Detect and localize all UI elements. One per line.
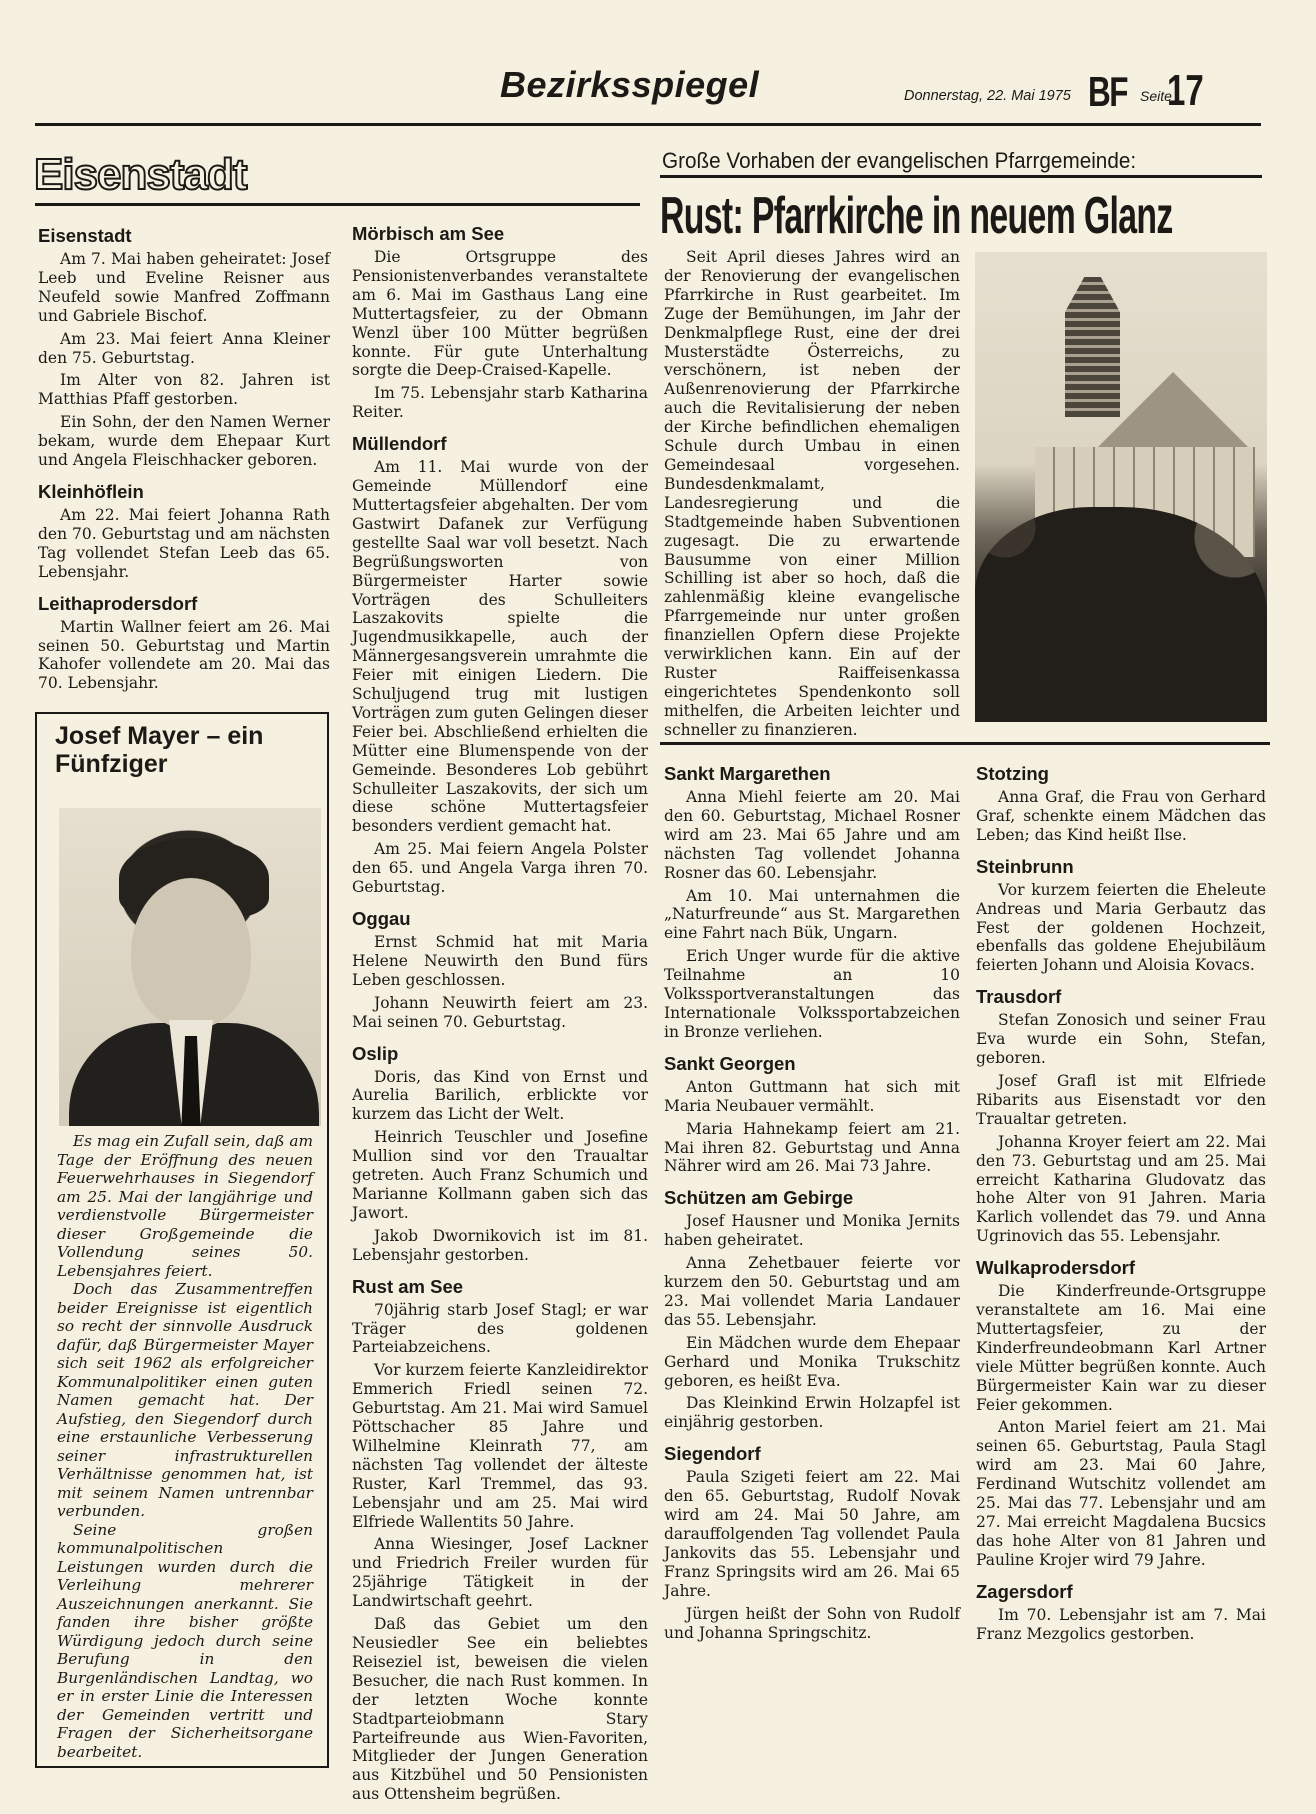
news-item: Heinrich Teuschler und Josefine Mullion sind vor den Traualtar getreten. Auch Franz Schumich und Marianne Kollmann gaben sich das Jawort. bbox=[352, 1128, 648, 1222]
newspaper-logo: BF bbox=[1088, 68, 1127, 115]
place-heading: Leithaprodersdorf bbox=[38, 592, 198, 614]
news-item: Stefan Zonosich und seiner Frau Eva wurde ein Sohn, Stefan, geboren. bbox=[976, 1011, 1266, 1068]
place-heading: Siegendorf bbox=[664, 1443, 761, 1465]
news-item: Am 10. Mai unternahmen die „Naturfreunde“ aus St. Margarethen eine Fahrt nach Bük, Ungarn. bbox=[664, 886, 960, 943]
news-item: Josef Grafl ist mit Elfriede Ribarits aus Eisenstadt vor den Traualtar getreten. bbox=[976, 1071, 1266, 1128]
news-item: Jakob Dwornikovich ist im 81. Lebensjahr gestorben. bbox=[352, 1226, 648, 1264]
feature-text bbox=[57, 1132, 313, 1761]
church-photo bbox=[975, 252, 1267, 722]
news-item: Das Kleinkind Erwin Holzapfel ist einjährig gestorben. bbox=[664, 1394, 960, 1432]
news-item: Ernst Schmid hat mit Maria Helene Neuwirth den Bund fürs Leben geschlossen. bbox=[352, 933, 648, 989]
portrait-photo bbox=[59, 808, 321, 1126]
news-item: Anna Graf, die Frau von Gerhard Graf, schenkte einem Mädchen das Leben; das Kind heißt Ilse. bbox=[976, 788, 1266, 844]
place-heading: Müllendorf bbox=[352, 433, 447, 455]
place-heading: Stotzing bbox=[976, 763, 1049, 784]
feature-paragraph: Es mag ein Zufall sein, daß am Tage der Eröffnung des neuen Feuerwehrhauses in Siegendorf am 25. Mai der langjährige und verdienstvolle Bürgermeister dieser Großgemeinde die Vollendung seines 50. Lebensjahres feiert. bbox=[57, 1132, 313, 1280]
news-item: Ein Mädchen wurde dem Ehepaar Gerhard und Monika Trukschitz geboren, es heißt Eva. bbox=[664, 1333, 960, 1390]
news-item: Doris, das Kind von Ernst und Aurelia Barilich, erblickte vor kurzem das Licht der Welt. bbox=[352, 1067, 648, 1124]
news-item: Paula Szigeti feiert am 22. Mai den 65. Geburtstag, Rudolf Novak wird am 24. Mai 50 Jahre, am darauffolgenden Tag vollendet Paula Jankovits das 55. Lebensjahr und Franz Springsits wird am 26. Mai 65 Jahre. bbox=[664, 1468, 960, 1600]
article-bottom-rule bbox=[660, 742, 1270, 745]
news-item: Josef Hausner und Monika Jernits haben geheiratet. bbox=[664, 1212, 960, 1250]
news-item: Die Kinderfreunde-Ortsgruppe veranstaltete am 16. Mai eine Muttertagsfeier, zu der Kinderfreundeobmann Karl Artner viele Mütter begrüßen konnte. Auch Bürgermeister Kain war zu dieser Feier gekommen. bbox=[976, 1282, 1266, 1414]
news-item: Johanna Kroyer feiert am 22. Mai den 73. Geburtstag und am 25. Mai erreicht Katharina Gludovatz das hohe Alter von 91 Jahren. Maria Karlich vollendet das 79. und Anna Ugrinovich das 55. Lebensjahr. bbox=[976, 1132, 1266, 1246]
place-heading: Schützen am Gebirge bbox=[664, 1187, 854, 1209]
section-title: Eisenstadt bbox=[34, 150, 247, 199]
news-item: Johann Neuwirth feiert am 23. Mai seinen 70. Geburtstag. bbox=[352, 993, 648, 1031]
lead-article-paragraph: Seit April dieses Jahres wird an der Renovierung der evangelischen Pfarrkirche in Rust gearbeitet. Im Zuge der Bemühungen, im Jahr der Denkmalpflege Rust, eine der drei Musterstädte Österreichs, zu verschönern, ist neben der Außenrenovierung der Pfarrkirche auch die Revitalisierung der neben der Kirche befindlichen ehemaligen Schule durch Umbau in einen Gemeindesaal vorgesehen. Bundesdenkmalamt, Landesregierung und die Stadtgemeinde haben Subventionen zugesagt. Die zu erwartende Bausumme von einer Million Schilling ist aber so hoch, daß die zahlenmäßig kleine evangelische Pfarrgemeinde nur unter großen finanziellen Opfern diese Projekte verwirklichen kann. Ein auf der Ruster Raiffeisenkassa eingerichtetes Spendenkonto soll mithelfen, die Arbeiten leichter und schneller zu finanzieren. bbox=[664, 248, 960, 739]
place-heading: Sankt Georgen bbox=[664, 1052, 796, 1074]
article-headline: Rust: Pfarrkirche in neuem Glanz bbox=[660, 187, 1173, 245]
masthead-rule bbox=[35, 123, 1261, 126]
page-header-title: Bezirksspiegel bbox=[500, 64, 760, 105]
column-4 bbox=[976, 756, 1266, 1654]
place-heading: Trausdorf bbox=[976, 986, 1062, 1008]
news-item: Anton Mariel feiert am 21. Mai seinen 65. Geburtstag, Paula Stagl wird am 23. Mai 60 Jahre, Ferdinand Wutschitz vollendet am 25. Mai das 77. Lebensjahr und am 27. Mai erreicht Magdalena Bucsics das hohe Alter von 81 Jahren und Pauline Krojer wird 79 Jahre. bbox=[976, 1418, 1266, 1569]
news-item: Vor kurzem feierten die Eheleute Andreas und Maria Gerbautz das Fest der goldenen Hochzeit, ebenfalls das goldene Ehejubiläum feierten Johann und Aloisia Kovacs. bbox=[976, 880, 1266, 975]
lead-article-body bbox=[664, 248, 960, 744]
news-item: Maria Hahnekamp feiert am 21. Mai ihren 82. Geburtstag und Anna Nährer wird am 26. Mai 73 Jahre. bbox=[664, 1119, 960, 1176]
issue-date: Donnerstag, 22. Mai 1975 bbox=[904, 88, 1071, 104]
column-1 bbox=[38, 218, 330, 703]
news-item: Jürgen heißt der Sohn von Rudolf und Johanna Springschitz. bbox=[664, 1604, 960, 1642]
news-item: Im Alter von 82. Jahren ist Matthias Pfaff gestorben. bbox=[38, 371, 330, 409]
news-item: Erich Unger wurde für die aktive Teilnahme an 10 Volkssportveranstaltungen das Internationale Volkssportabzeichen in Bronze verliehen. bbox=[664, 947, 960, 1041]
feature-paragraph: Doch das Zusammentreffen beider Ereignisse ist eigentlich so recht der sinnvolle Ausdruck dafür, daß Bürgermeister Mayer sich seit 1962 als erfolgreicher Kommunalpolitiker einen guten Namen gemacht hat. Der Aufstieg, den Siegendorf durch eine erstaunliche Verbesserung seiner infrastrukturellen Verhältnisse genommen hat, ist mit seinem Namen untrennbar verbunden. bbox=[57, 1280, 313, 1520]
place-heading: Oslip bbox=[352, 1042, 399, 1064]
place-heading: Wulkaprodersdorf bbox=[976, 1257, 1135, 1279]
news-item: Anna Miehl feierte am 20. Mai den 60. Geburtstag, Michael Rosner wird am 23. Mai 65 Jahre und am nächsten Tag vollendet Johanna Rosner das 60. Lebensjahr. bbox=[664, 788, 960, 882]
feature-box bbox=[35, 712, 329, 1768]
news-item: Am 25. Mai feiern Angela Polster den 65. und Angela Varga ihren 70. Geburtstag. bbox=[352, 840, 648, 897]
news-item: Ein Sohn, der den Namen Werner bekam, wurde dem Ehepaar Kurt und Angela Fleischhacker geboren. bbox=[38, 413, 330, 470]
news-item: Am 7. Mai haben geheiratet: Josef Leeb und Eveline Reisner aus Neufeld sowie Manfred Zoffmann und Gabriele Bischof. bbox=[38, 250, 330, 325]
news-item: Im 70. Lebensjahr ist am 7. Mai Franz Mezgolics gestorben. bbox=[976, 1605, 1266, 1643]
column-2 bbox=[352, 216, 648, 1814]
place-heading: Steinbrunn bbox=[976, 855, 1074, 877]
article-kicker: Große Vorhaben der evangelischen Pfarrgemeinde: bbox=[662, 148, 1137, 173]
page-number: 17 bbox=[1167, 66, 1204, 115]
news-item: Anton Guttmann hat sich mit Maria Neubauer vermählt. bbox=[664, 1077, 960, 1115]
column-3 bbox=[664, 756, 960, 1652]
news-item: Am 22. Mai feiert Johanna Rath den 70. Geburtstag und am nächsten Tag vollendet Stefan Leeb das 65. Lebensjahr. bbox=[38, 505, 330, 581]
news-item: Anna Zehetbauer feierte vor kurzem den 50. Geburtstag und am 23. Mai vollendet Maria Landauer das 55. Lebensjahr. bbox=[664, 1254, 960, 1329]
place-heading: Zagersdorf bbox=[976, 1580, 1073, 1602]
feature-paragraph: Seine großen kommunalpolitischen Leistungen wurden durch die Verleihung mehrerer Auszeichnungen anerkannt. Sie fanden ihre bisher größte Würdigung jedoch durch seine Berufung in den Burgenländischen Landtag, wo er in erster Linie die Interessen der Gemeinden vertritt und Fragen der Sicherheitsorgane bearbeitet. bbox=[57, 1520, 313, 1761]
place-heading: Rust am See bbox=[352, 1275, 464, 1297]
feature-title: Josef Mayer – ein Fünfziger bbox=[55, 722, 264, 778]
news-item: Am 11. Mai wurde von der Gemeinde Müllendorf eine Muttertagsfeier abgehalten. Der vom Gastwirt Dafanek zur Verfügung gestellte Saal war voll besetzt. Nach Begrüßungsworten von Bürgermeister Harter sowie Vorträgen des Schulleiters Laszakovits spielte die Jugendmusikkapelle, auch der Männergesangsverein umrahmte die Feier mit einigen Liedern. Die Schuljugend trug mit lustigen Vorträgen zum guten Gelingen dieser Feier bei. Abschließend erhielten die Mütter eine Blumenspende von der Gemeinde. Besonderes Lob gebührt Schulleiter Laszakovits, der sich um diese schöne Muttertagsfeier besonders verdient gemacht hat. bbox=[352, 458, 648, 836]
news-item: Die Ortsgruppe des Pensionistenverbandes veranstaltete am 6. Mai im Gasthaus Lang eine Muttertagsfeier, zu der Obmann Wenzl über 100 Mütter begrüßen konnte. Für gute Unterhaltung sorgte die Deep-Craised-Kapelle. bbox=[352, 248, 648, 380]
section-rule bbox=[35, 203, 640, 206]
place-heading: Oggau bbox=[352, 908, 411, 929]
place-heading: Eisenstadt bbox=[38, 225, 132, 246]
news-item: 70jährig starb Josef Stagl; er war Träger des goldenen Parteiabzeichens. bbox=[352, 1300, 648, 1357]
news-item: Anna Wiesinger, Josef Lackner und Friedrich Freiler wurden für 25jährige Tätigkeit in der Landwirtschaft geehrt. bbox=[352, 1535, 648, 1611]
place-heading: Kleinhöflein bbox=[38, 480, 144, 502]
news-item: Vor kurzem feierte Kanzleidirektor Emmerich Friedl seinen 72. Geburtstag. Am 21. Mai wird Samuel Pöttschacher 85 Jahre und Wilhelmine Kleinrath 77, am nächsten Tag vollendet der älteste Ruster, Karl Tremmel, das 93. Lebensjahr und am 25. Mai wird Elfriede Wallentits 50 Jahre. bbox=[352, 1361, 648, 1531]
kicker-rule bbox=[660, 175, 1262, 178]
page-label: Seite bbox=[1140, 88, 1172, 104]
place-heading: Sankt Margarethen bbox=[664, 763, 831, 784]
place-heading: Mörbisch am See bbox=[352, 223, 505, 244]
news-item: Daß das Gebiet um den Neusiedler See ein beliebtes Reiseziel ist, beweisen die vielen Besucher, die nach Rust kommen. In der letzten Woche konnte Stadtparteiobmann Stary Parteifreunde aus Wien-Favoriten, Mitglieder der Jungen Generation aus Kitzbühel und 50 Pensionisten aus Ottensheim begrüßen. bbox=[352, 1615, 648, 1804]
news-item: Martin Wallner feiert am 26. Mai seinen 50. Geburtstag und Martin Kahofer vollendete am 20. Mai das 70. Lebensjahr. bbox=[38, 617, 330, 693]
news-item: Am 23. Mai feiert Anna Kleiner den 75. Geburtstag. bbox=[38, 329, 330, 367]
news-item: Im 75. Lebensjahr starb Katharina Reiter. bbox=[352, 384, 648, 422]
